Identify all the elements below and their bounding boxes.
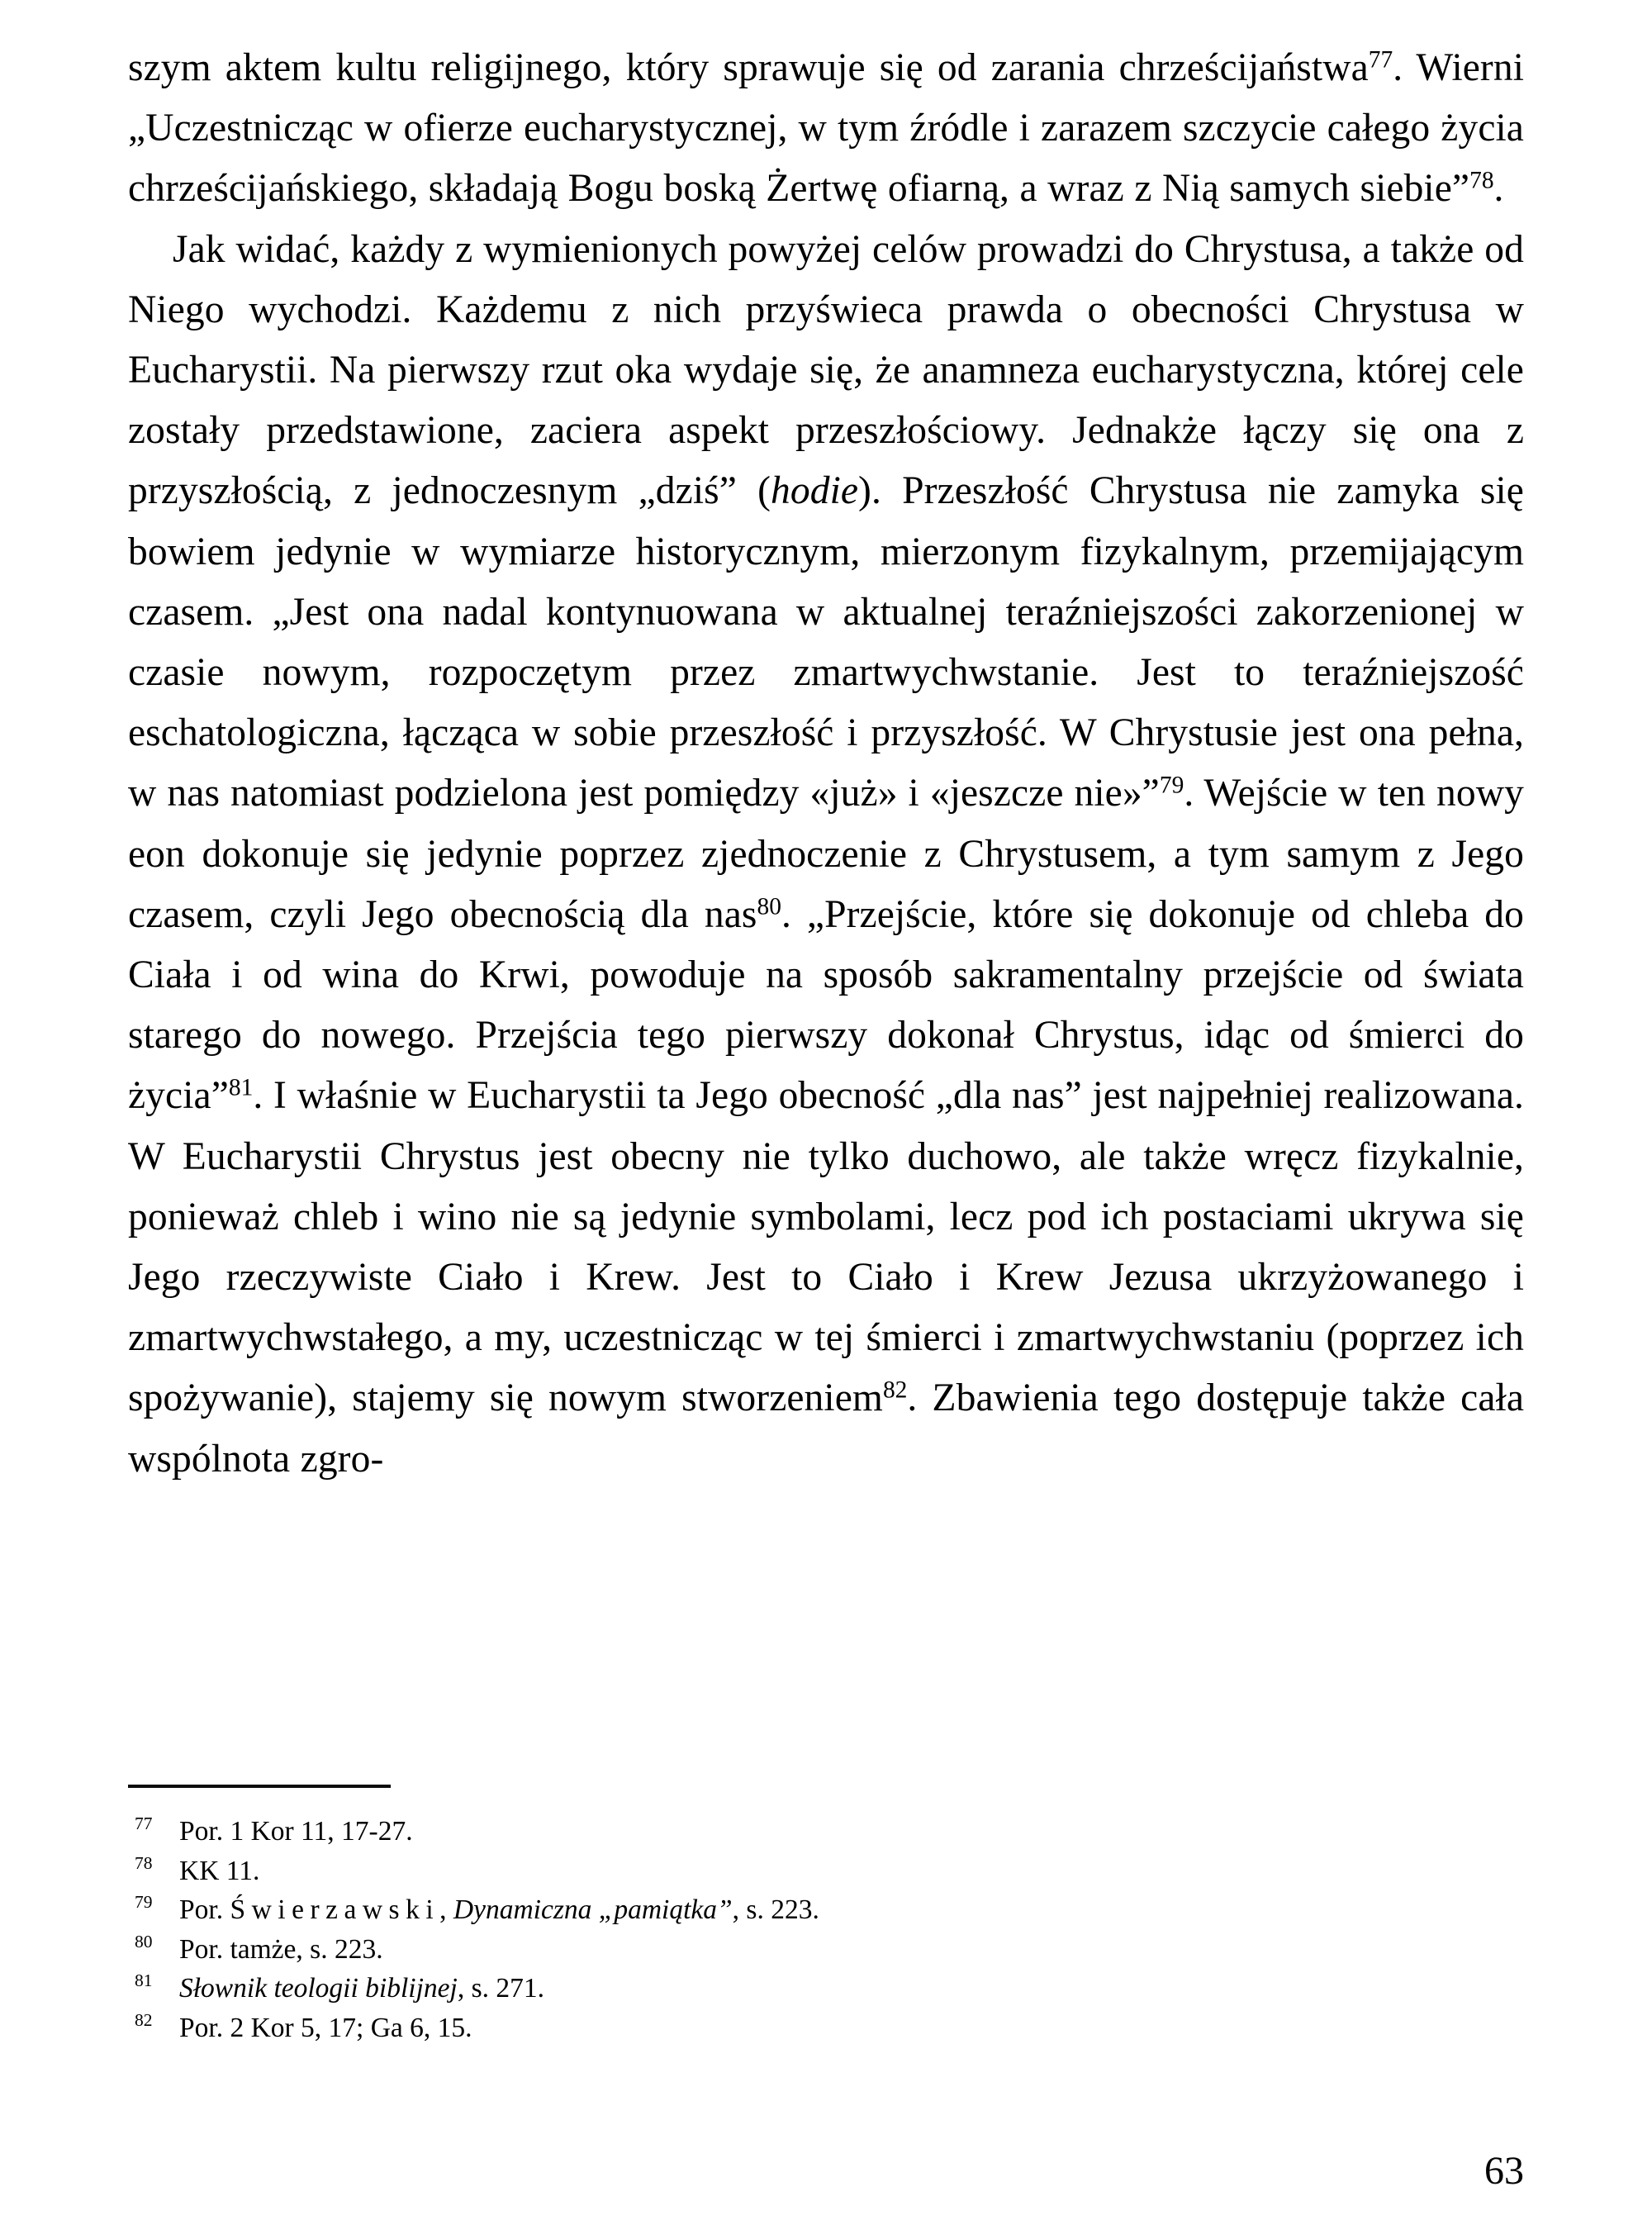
text-run: ). Przeszłość Chrystusa nie zamyka się bowiem jedynie w wymiarze historycznym, mierzonym fizykalnym, przemijającym czasem. „Jest ona nadal kontynuowana w aktualnej teraźniejszości zakorzenionej w czasie nowym, rozpoczętym przez zmartwychwstanie. Jest to teraźniejszość eschatologiczna, łącząca w sobie przeszłość i przyszłość. W Chrystusie jest ona pełna, w nas natomiast podzielona jest pomiędzy «już» i «jeszcze nie»” bbox=[128, 469, 1524, 815]
footnote-text bbox=[179, 1934, 383, 1965]
text-run: . Wejście w ten nowy eon dokonuje się jedynie poprzez zjednoczenie z Chrystusem, a tym samym z Jego czasem, czyli Jego obecnością dla nas bbox=[128, 772, 1524, 936]
footnote-reference-marker: 82 bbox=[882, 1377, 908, 1405]
footnote-reference-marker: 77 bbox=[1368, 46, 1393, 74]
text-run: . Zbawienia tego dostępuje także cała wspólnota zgro- bbox=[128, 1376, 1525, 1481]
text-run: , s. 271. bbox=[457, 1973, 545, 2004]
text-run: Por. 2 Kor 5, 17; Ga 6, 15. bbox=[179, 2012, 472, 2043]
footnote-separator-rule bbox=[128, 1785, 391, 1788]
text-run: Por. 1 Kor 11, 17-27. bbox=[179, 1816, 413, 1847]
footnote-reference-marker: 80 bbox=[757, 893, 781, 920]
text-run: szym aktem kultu religijnego, który sprawuje się od zarania chrześcijaństwa bbox=[128, 46, 1369, 89]
footnote-section bbox=[128, 1785, 1524, 2047]
footnote-number: 81 bbox=[135, 1970, 153, 1990]
footnote-item bbox=[128, 1930, 1524, 1970]
text-run: , bbox=[439, 1894, 453, 1925]
footnote-item bbox=[128, 1890, 1524, 1930]
page-body-text-block bbox=[128, 38, 1524, 1490]
body-paragraph bbox=[128, 220, 1524, 1490]
italic-run: Dynamiczna „pamiątka” bbox=[453, 1894, 733, 1925]
text-run: . „Przejście, które się dokonuje od chleba do Ciała i od wina do Krwi, powoduje na sposób sakramentalny przejście od świata starego do nowego. Przejścia tego pierwszy dokonał Chrystus, idąc od śmierci do życia” bbox=[128, 892, 1524, 1118]
text-run: . bbox=[1493, 167, 1504, 211]
body-paragraph bbox=[128, 38, 1524, 220]
text-run: . Wierni „Uczestnicząc w ofierze eucharystycznej, w tym źródle i zarazem szczycie całego życia chrześcijańskiego, składają Bogu boską Żertwę ofiarną, a wraz z Nią samych siebie” bbox=[128, 46, 1524, 211]
footnote-text bbox=[179, 1816, 413, 1847]
footnote-reference-marker: 79 bbox=[1159, 772, 1184, 800]
footnote-number: 82 bbox=[135, 2009, 153, 2030]
footnote-text bbox=[179, 1894, 819, 1925]
page-number: 63 bbox=[1484, 2149, 1524, 2193]
italic-run: hodie bbox=[771, 469, 859, 513]
footnote-number: 78 bbox=[135, 1852, 153, 1873]
footnote-item bbox=[128, 1969, 1524, 2008]
body-text bbox=[128, 38, 1524, 1490]
text-run: Por. bbox=[179, 1894, 230, 1925]
footnote-text bbox=[179, 1856, 259, 1886]
footnote-reference-marker: 78 bbox=[1469, 168, 1494, 195]
text-run: Por. tamże, s. 223. bbox=[179, 1933, 383, 1965]
footnote-number: 79 bbox=[135, 1892, 153, 1912]
text-run: . I właśnie w Eucharystii ta Jego obecność „dla nas” jest najpełniej realizowana. W Eucharystii Chrystus jest obecny nie tylko duchowo, ale także wręcz fizykalnie, ponieważ chleb i wino nie są jedynie symbolami, lecz pod ich postaciami ukrywa się Jego rzeczywiste Ciało i Krew. Jest to Ciało i Krew Jezusa ukrzyżowanego i zmartwychwstałego, a my, uczestnicząc w tej śmierci i zmartwychwstaniu (poprzez ich spożywanie), stajemy się nowym stworzeniem bbox=[128, 1074, 1524, 1420]
text-run: , s. 223. bbox=[732, 1894, 819, 1925]
footnote-item bbox=[128, 1852, 1524, 1891]
footnote-item bbox=[128, 1812, 1524, 1852]
footnote-number: 77 bbox=[135, 1814, 153, 1833]
italic-run: Słownik teologii biblijnej bbox=[179, 1973, 458, 2004]
footnote-list bbox=[128, 1812, 1524, 2047]
footnote-text bbox=[179, 1973, 544, 2004]
text-run: Jak widać, każdy z wymienionych powyżej celów prowadzi do Chrystusa, a także od Niego wychodzi. Każdemu z nich przyświeca prawda o obecności Chrystusa w Eucharystii. Na pierwszy rzut oka wydaje się, że anamneza eucharystyczna, której cele zostały przedstawione, zaciera aspekt przeszłościowy. Jednakże łączy się ona z przyszłością, z jednoczesnym „dziś” ( bbox=[128, 227, 1524, 513]
footnote-item bbox=[128, 2008, 1524, 2048]
footnote-reference-marker: 81 bbox=[228, 1075, 254, 1102]
text-run: KK 11. bbox=[179, 1855, 260, 1886]
author-name-spaced: Świerzawski bbox=[230, 1894, 440, 1925]
footnote-number: 80 bbox=[135, 1931, 153, 1951]
footnote-text bbox=[179, 2013, 472, 2043]
